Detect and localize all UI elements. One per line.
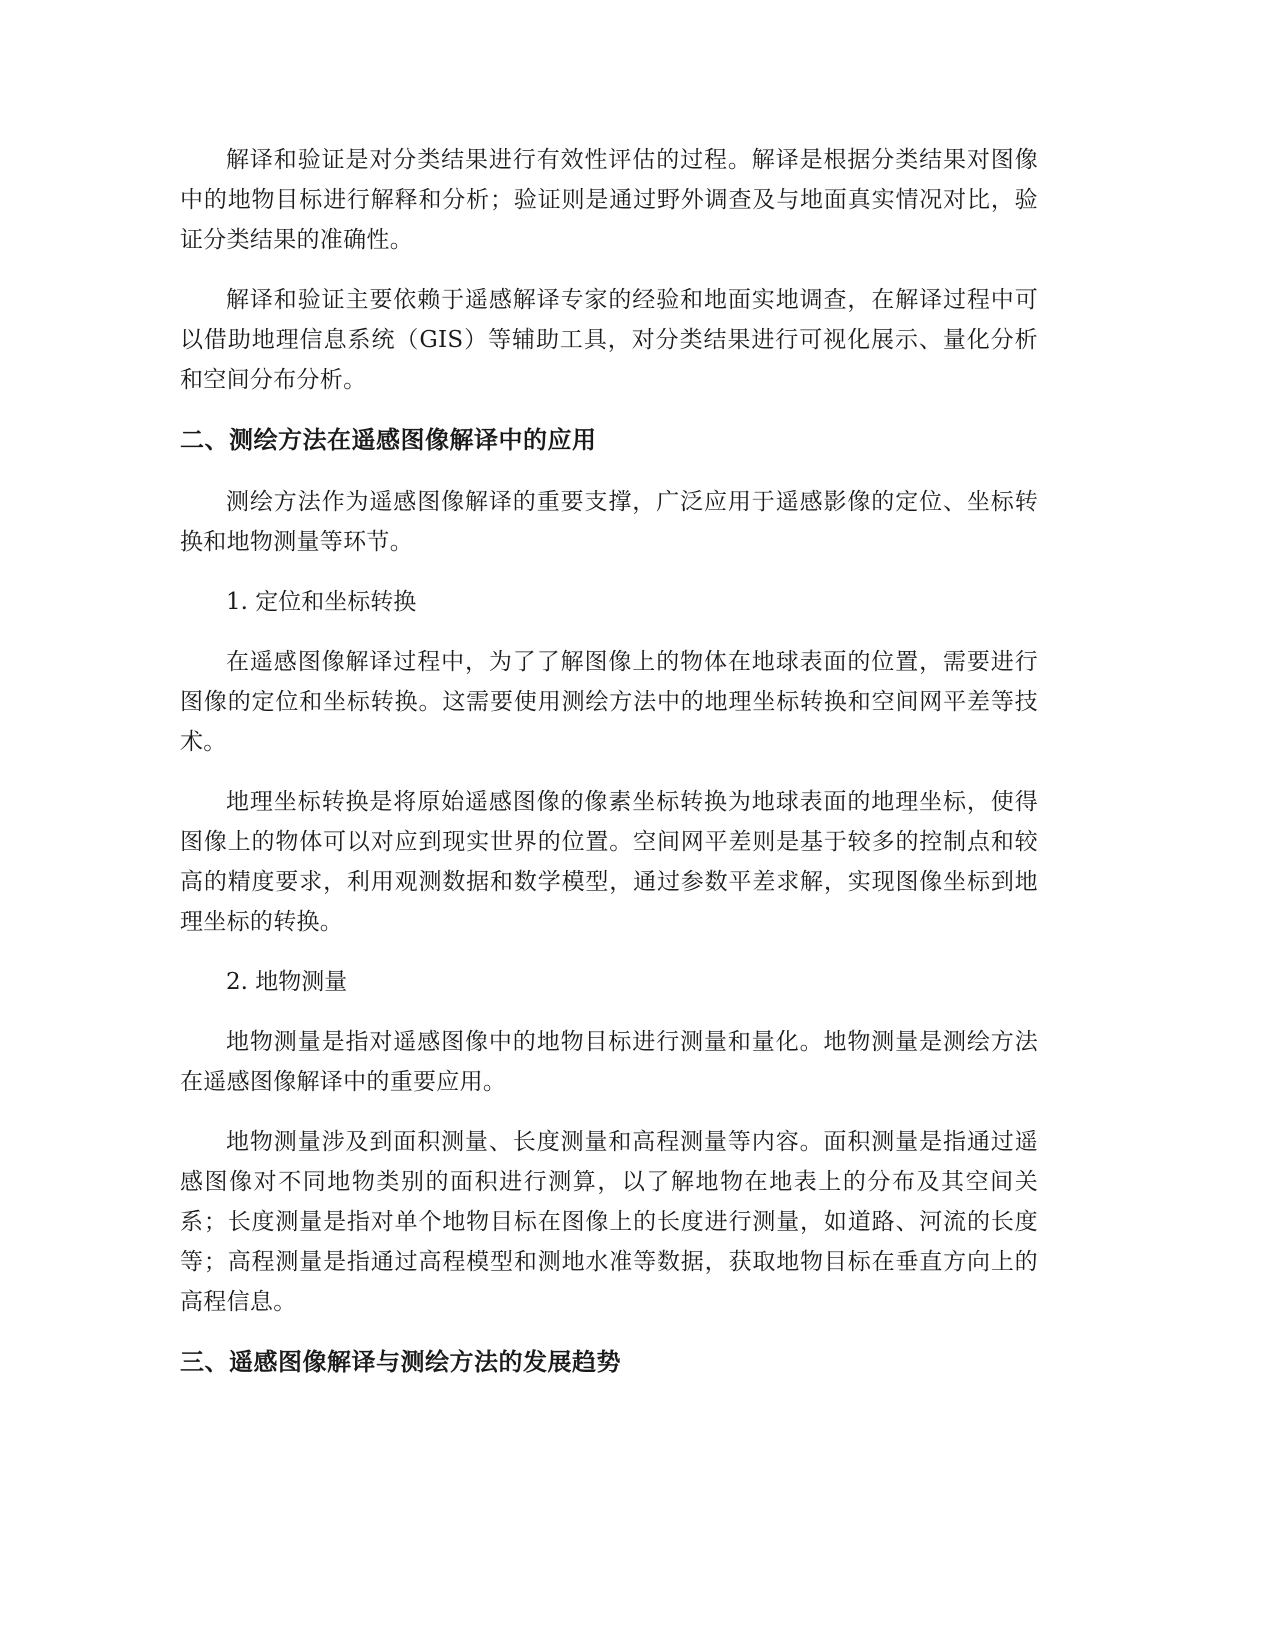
document-page: [180, 140, 1038, 1404]
paragraph-interpretation-tools: 解译和验证主要依赖于遥感解译专家的经验和地面实地调查，在解译过程中可以借助地理信息系统（GIS）等辅助工具，对分类结果进行可视化展示、量化分析和空间分布分析。: [180, 287, 1038, 393]
paragraph-feature-measurement: 地物测量是指对遥感图像中的地物目标进行测量和量化。地物测量是测绘方法在遥感图像解译中的重要应用。: [180, 1029, 1038, 1095]
paragraph-positioning: 在遥感图像解译过程中，为了了解图像上的物体在地球表面的位置，需要进行图像的定位和坐标转换。这需要使用测绘方法中的地理坐标转换和空间网平差等技术。: [180, 649, 1038, 755]
paragraph-surveying-intro: 测绘方法作为遥感图像解译的重要支撑，广泛应用于遥感影像的定位、坐标转换和地物测量等环节。: [180, 489, 1038, 555]
paragraph-interpretation-verification: 解译和验证是对分类结果进行有效性评估的过程。解译是根据分类结果对图像中的地物目标进行解释和分析；验证则是通过野外调查及与地面真实情况对比，验证分类结果的准确性。: [180, 147, 1038, 253]
section-heading-3: 三、遥感图像解译与测绘方法的发展趋势: [180, 1348, 621, 1376]
subheading-positioning: 1. 定位和坐标转换: [226, 589, 417, 615]
paragraph-coordinate-transform: 地理坐标转换是将原始遥感图像的像素坐标转换为地球表面的地理坐标，使得图像上的物体可以对应到现实世界的位置。空间网平差则是基于较多的控制点和较高的精度要求，利用观测数据和数学模型，通过参数平差求解，实现图像坐标到地理坐标的转换。: [180, 789, 1038, 935]
subheading-feature-measurement: 2. 地物测量: [226, 969, 348, 995]
paragraph-measurement-types: 地物测量涉及到面积测量、长度测量和高程测量等内容。面积测量是指通过遥感图像对不同地物类别的面积进行测算，以了解地物在地表上的分布及其空间关系；长度测量是指对单个地物目标在图像上的长度进行测量，如道路、河流的长度等；高程测量是指通过高程模型和测地水准等数据，获取地物目标在垂直方向上的高程信息。: [180, 1129, 1038, 1315]
section-heading-2: 二、测绘方法在遥感图像解译中的应用: [180, 426, 597, 454]
